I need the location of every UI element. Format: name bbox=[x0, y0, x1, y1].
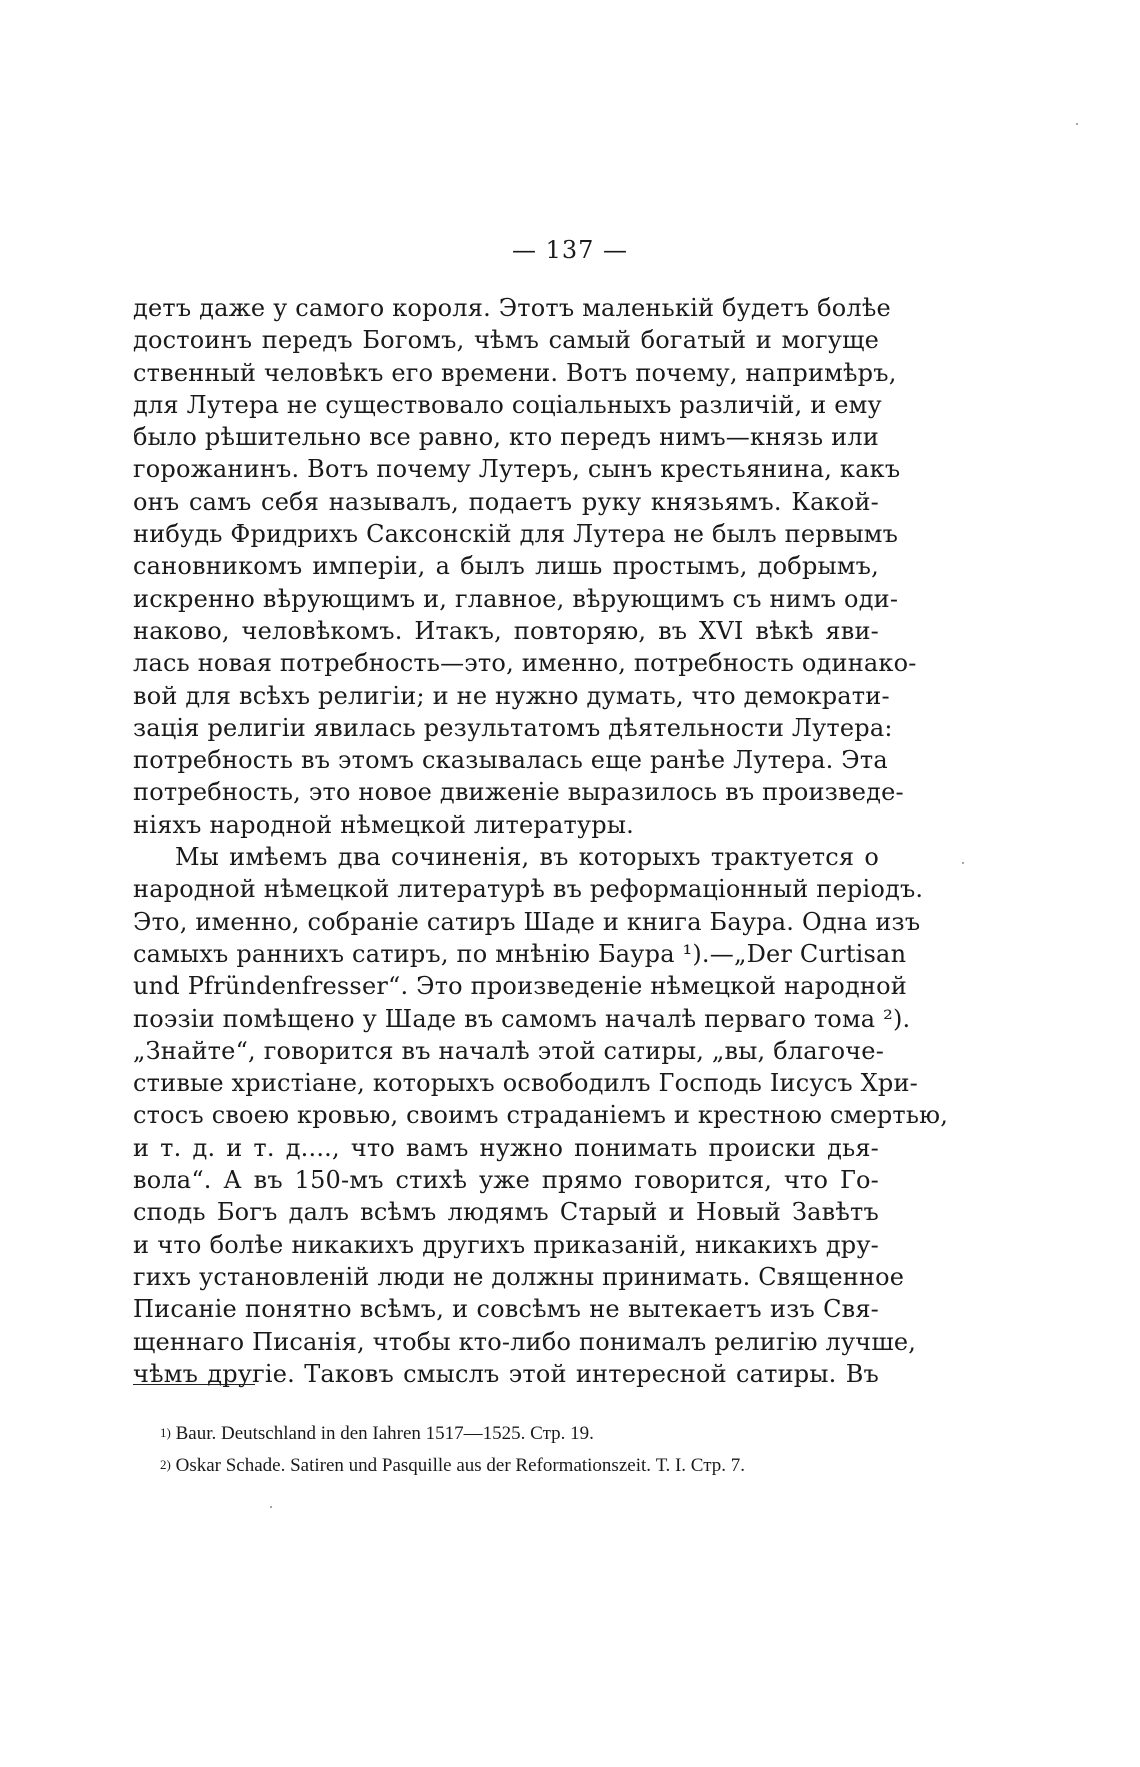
text-line: вой для всѣхъ религіи; и не нужно думать, что демократи- bbox=[133, 681, 890, 710]
text-line: онъ самъ себя называлъ, подаетъ руку князьямъ. Какой- bbox=[133, 487, 879, 516]
text-line: вола“. А въ 150-мъ стихѣ уже прямо говорится, что Го- bbox=[133, 1166, 879, 1195]
text-line: лась новая потребность—это, именно, потребность одинако- bbox=[133, 649, 917, 678]
text-line: гихъ установленій люди не должны принимать. Священное bbox=[133, 1262, 905, 1291]
text-line: наково, человѣкомъ. Итакъ, повторяю, въ XVI вѣкѣ яви- bbox=[133, 616, 879, 645]
text-line: ніяхъ народной нѣмецкой литературы. bbox=[133, 810, 634, 839]
text-line: и т. д. и т. д...., что вамъ нужно понимать происки дья- bbox=[133, 1133, 879, 1162]
paragraph-start-line: Мы имѣемъ два сочиненія, въ которыхъ трактуется о bbox=[175, 843, 879, 872]
text-line: Писаніе понятно всѣмъ, и совсѣмъ не вытекаетъ изъ Свя- bbox=[133, 1295, 879, 1324]
text-line: und Pfründenfresser“. Это произведеніе нѣмецкой народной bbox=[133, 972, 907, 1001]
text-line: сановникомъ имперіи, а былъ лишь простымъ, добрымъ, bbox=[133, 552, 879, 581]
footnote-text: Baur. Deutschland in den Iahren 1517—1525. Стр. 19. bbox=[175, 1423, 594, 1444]
footnote-divider bbox=[133, 1384, 255, 1385]
footnotes bbox=[160, 1418, 880, 1482]
text-line: было рѣшительно все равно, кто передъ нимъ—князь или bbox=[133, 423, 879, 452]
text-line: и что болѣе никакихъ другихъ приказаній, никакихъ дру- bbox=[133, 1230, 879, 1259]
scan-speck bbox=[962, 862, 964, 864]
text-line: „Знайте“, говорится въ началѣ этой сатиры, „вы, благоче- bbox=[133, 1036, 885, 1065]
text-line: сподь Богъ далъ всѣмъ людямъ Старый и Новый Завѣтъ bbox=[133, 1198, 879, 1227]
text-line: народной нѣмецкой литературѣ въ реформаціонный періодъ. bbox=[133, 875, 924, 904]
footnote bbox=[160, 1450, 880, 1482]
text-line: ственный человѣкъ его времени. Вотъ почему, напримѣръ, bbox=[133, 358, 897, 387]
text-line: потребность, это новое движеніе выразилось въ произведе- bbox=[133, 778, 904, 807]
page-number: — 137 — bbox=[511, 236, 629, 264]
text-line: искренно вѣрующимъ и, главное, вѣрующимъ съ нимъ оди- bbox=[133, 584, 899, 613]
text-line: стосъ своею кровью, своимъ страданіемъ и крестною смертью, bbox=[133, 1101, 949, 1130]
text-line: поэзіи помѣщено у Шаде въ самомъ началѣ перваго тома ²). bbox=[133, 1004, 911, 1033]
footnote-mark: 1) bbox=[160, 1425, 171, 1440]
text-line: нибудь Фридрихъ Саксонскій для Лутера не былъ первымъ bbox=[133, 520, 899, 549]
text-line: потребность въ этомъ сказывалась еще ранѣе Лутера. Эта bbox=[133, 746, 888, 775]
text-line: стивые христіане, которыхъ освободилъ Господь Іисусъ Хри- bbox=[133, 1069, 918, 1098]
footnote bbox=[160, 1418, 880, 1450]
text-line: горожанинъ. Вотъ почему Лутеръ, сынъ крестьянина, какъ bbox=[133, 455, 901, 484]
body-text bbox=[133, 292, 949, 1390]
footnote-text: Oskar Schade. Satiren und Pasquille aus der Reformationszeit. Т. I. Стр. 7. bbox=[175, 1455, 745, 1476]
footnote-mark: 2) bbox=[160, 1457, 171, 1472]
scan-speck bbox=[1076, 123, 1078, 125]
text-line: достоинъ передъ Богомъ, чѣмъ самый богатый и могуще bbox=[133, 326, 879, 355]
text-line: детъ даже у самого короля. Этотъ маленькій будетъ болѣе bbox=[133, 294, 891, 322]
text-line: щеннаго Писанія, чтобы кто-либо понималъ религію лучше, bbox=[133, 1327, 917, 1356]
text-line: чѣмъ другіе. Таковъ смыслъ этой интересной сатиры. Въ bbox=[133, 1359, 879, 1388]
text-line: Это, именно, собраніе сатиръ Шаде и книга Баура. Одна изъ bbox=[133, 907, 921, 936]
text-line: для Лутера не существовало соціальныхъ различій, и ему bbox=[133, 390, 882, 419]
text-line: самыхъ раннихъ сатиръ, по мнѣнію Баура ¹).—„Der Curtisan bbox=[133, 939, 907, 968]
scan-speck bbox=[270, 1506, 272, 1508]
text-line: зація религіи явилась результатомъ дѣятельности Лутера: bbox=[133, 713, 893, 742]
